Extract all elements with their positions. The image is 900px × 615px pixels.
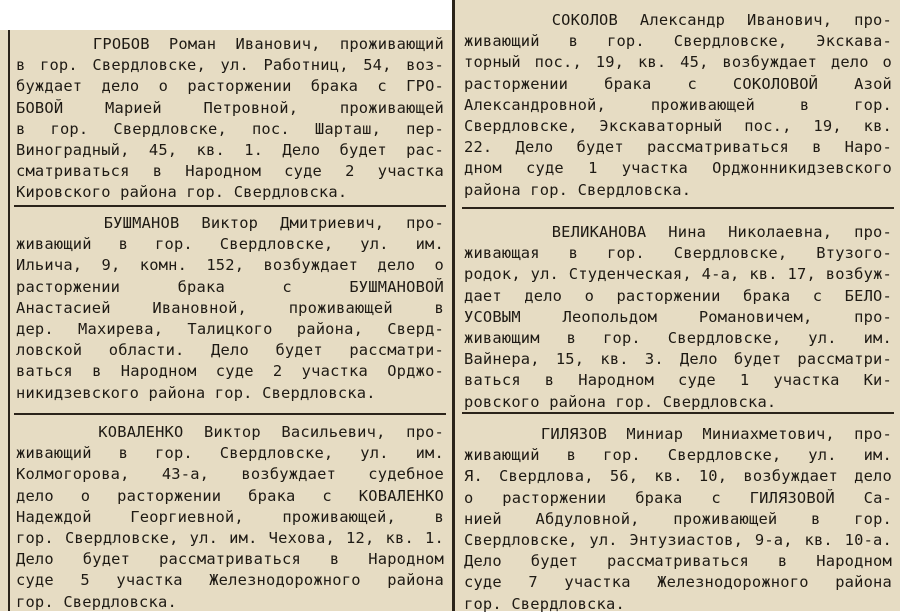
notice-separator-left-2 xyxy=(14,413,446,415)
notice-line: живающий в гор. Свердловске, ул. им. xyxy=(16,235,444,254)
notice-line: ловской области. Дело будет рассматри- xyxy=(16,341,444,360)
notice-line: Кировского района гор. Свердловска. xyxy=(16,183,348,202)
notice-line: БУШМАНОВ Виктор Дмитриевич, про- xyxy=(16,214,444,232)
notice-line: ГИЛЯЗОВ Миниар Миниахметович, про- xyxy=(464,425,892,443)
column-divider-rule xyxy=(452,0,455,611)
notice-line: Анастасией Ивановной, проживающей в xyxy=(16,298,444,317)
notice-line: Ильича, 9, комн. 152, возбуждает дело о xyxy=(16,256,444,275)
blank-margin xyxy=(0,0,452,30)
notice-line: гор. Свердловске, ул. им. Чехова, 12, кв. 1. xyxy=(16,528,444,547)
notice-line: гор. Свердловска. xyxy=(16,592,177,611)
notice-line: ваться в Народном суде 2 участка Орджо- xyxy=(16,362,444,381)
notice-line: торный пос., 19, кв. 45, возбуждает дело о xyxy=(464,53,892,72)
notice-line: Вайнера, 15, кв. 3. Дело будет рассматри- xyxy=(464,350,892,369)
notice-line: никидзевского района гор. Свердловска. xyxy=(16,383,376,402)
notice-line: Надеждой Георгиевной, проживающей, в xyxy=(16,507,444,526)
notice-separator-left-1 xyxy=(14,205,446,207)
notice-line: расторжении брака с БУШМАНОВОЙ xyxy=(16,277,444,296)
notice-line: расторжении брака с СОКОЛОВОЙ Азой xyxy=(464,74,892,93)
notice-line: дер. Махирева, Талицкого района, Сверд- xyxy=(16,319,444,338)
notice-velikanova xyxy=(464,222,892,413)
notice-line: суде 7 участка Железнодорожного района xyxy=(464,573,892,592)
notice-separator-right-1 xyxy=(462,207,894,209)
notice-line: в гор. Свердловске, пос. Шарташ, пер- xyxy=(16,119,444,138)
notice-bushmanov xyxy=(16,213,444,404)
notice-line: сматриваться в Народном суде 2 участка xyxy=(16,162,444,181)
notice-line: УСОВЫМ Леопольдом Романовичем, про- xyxy=(464,307,892,326)
notice-line: ГРОБОВ Роман Иванович, проживающий xyxy=(16,35,444,53)
notice-grobov xyxy=(16,34,444,204)
notice-line: буждает дело о расторжении брака с ГРО- xyxy=(16,77,444,96)
notice-line: живающий в гор. Свердловске, Экскава- xyxy=(464,32,892,51)
notice-line: дном суде 1 участка Орджонникидзевского xyxy=(464,159,892,178)
notice-line: Дело будет рассматриваться в Народном xyxy=(16,550,444,569)
notice-gilyazov xyxy=(464,424,892,615)
notice-line: дело о расторжении брака с КОВАЛЕНКО xyxy=(16,486,444,505)
notice-line: Александровной, проживающей в гор. xyxy=(464,95,892,114)
notice-line: ВЕЛИКАНОВА Нина Николаевна, про- xyxy=(464,223,892,241)
notice-line: суде 5 участка Железнодорожного района xyxy=(16,571,444,590)
notice-kovalenko xyxy=(16,422,444,613)
notice-line: ваться в Народном суде 1 участка Ки- xyxy=(464,371,892,390)
notice-line: района гор. Свердловска. xyxy=(464,180,692,199)
notice-line: 22. Дело будет рассматриваться в Наро- xyxy=(464,138,892,157)
notice-line: нией Абдуловной, проживающей в гор. xyxy=(464,509,892,528)
notice-line: Виноградный, 45, кв. 1. Дело будет рас- xyxy=(16,140,444,159)
notice-line: о расторжении брака с ГИЛЯЗОВОЙ Са- xyxy=(464,488,892,507)
notice-line: живающий в гор. Свердловске, ул. им. xyxy=(464,446,892,465)
notice-line: СОКОЛОВ Александр Иванович, про- xyxy=(464,11,892,29)
notice-line: БОВОЙ Марией Петровной, проживающей xyxy=(16,98,444,117)
notice-line: живающим в гор. Свердловске, ул. им. xyxy=(464,328,892,347)
notice-line: Дело будет рассматриваться в Народном xyxy=(464,552,892,571)
notice-line: Свердловске, ул. Энтузиастов, 9-а, кв. 10-а. xyxy=(464,530,892,549)
notice-line: в гор. Свердловске, ул. Работниц, 54, воз- xyxy=(16,56,444,75)
notice-line: гор. Свердловска. xyxy=(464,594,625,613)
notice-line: живающий в гор. Свердловске, ул. им. xyxy=(16,444,444,463)
notice-line: Я. Свердлова, 56, кв. 10, возбуждает дело xyxy=(464,467,892,486)
notice-sokolov xyxy=(464,10,892,201)
notice-line: живающая в гор. Свердловске, Втузого- xyxy=(464,244,892,263)
notice-line: ровского района гор. Свердловска. xyxy=(464,392,777,411)
notice-line: Свердловске, Экскаваторный пос., 19, кв. xyxy=(464,116,892,135)
notice-line: КОВАЛЕНКО Виктор Васильевич, про- xyxy=(16,423,444,441)
left-border-rule xyxy=(8,30,10,611)
notice-line: дает дело о расторжении брака с БЕЛО- xyxy=(464,286,892,305)
notice-line: Колмогорова, 43-а, возбуждает судебное xyxy=(16,465,444,484)
notice-line: родок, ул. Студенческая, 4-а, кв. 17, возбуж- xyxy=(464,265,892,284)
